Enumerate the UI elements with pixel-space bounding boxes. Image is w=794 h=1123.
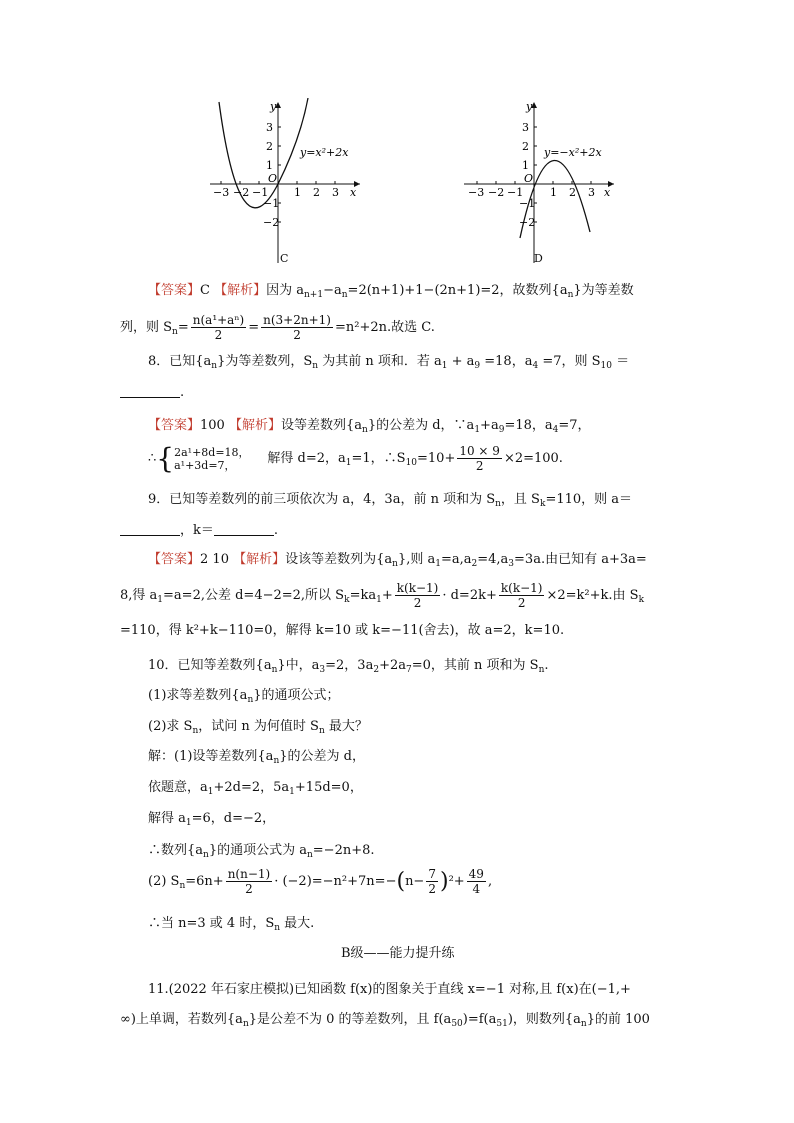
q8-sub: 1 xyxy=(345,458,352,468)
graph-c xyxy=(200,98,370,268)
x-label-c: x xyxy=(350,186,357,199)
q8-text: =18，a xyxy=(480,354,533,369)
q8-sub: 1 xyxy=(441,361,448,371)
q7-text: =n²+2n.故选 C. xyxy=(334,320,435,335)
q10-text: ²+ xyxy=(448,874,465,889)
q10-sol3 xyxy=(148,811,275,831)
q10-sub: 1 xyxy=(185,818,192,828)
q10-text: (2)求 S xyxy=(148,719,193,734)
fraction xyxy=(467,867,486,896)
q10-text: =2，3a xyxy=(325,658,374,673)
q7-text: −a xyxy=(323,283,342,298)
q7-answer: C xyxy=(200,283,210,298)
q10-text: =6n+ xyxy=(185,874,224,889)
q9-text: =3a.由已知有 a+3a= xyxy=(514,552,647,567)
q9-sub: 3 xyxy=(508,559,515,569)
equation-system xyxy=(174,446,249,472)
frac-den: 2 xyxy=(475,459,484,473)
q10-sub: n xyxy=(271,665,278,675)
q8-sub: n xyxy=(362,425,368,435)
q10-text: n− xyxy=(405,874,425,889)
q8-sub: n xyxy=(312,361,319,371)
q11-text: }是公差不为 0 的等差数列，且 f(a xyxy=(248,1012,452,1027)
x-tick-c-6: 3 xyxy=(332,186,339,199)
q10-sub: n xyxy=(273,756,280,766)
q11-sub: 51 xyxy=(496,1019,508,1029)
q9-text: ，k＝ xyxy=(180,523,214,538)
q8-text: 解得 d=2，a xyxy=(267,451,346,466)
q8-text: ＝ xyxy=(611,354,630,369)
q8-text: =18，a xyxy=(504,418,553,433)
fraction xyxy=(426,867,438,896)
frac-den: 4 xyxy=(472,882,481,896)
q9-text: =4,a xyxy=(477,552,509,567)
q9-text: =110，得 k²+k−110=0，解得 k=10 或 k=−11(舍去)，故 a=2，k=10. xyxy=(120,623,565,638)
frac-den: 2 xyxy=(245,882,253,896)
frac-den: 2 xyxy=(517,596,526,610)
analysis-tag: 【解析】 xyxy=(233,552,286,567)
q10-sub: n xyxy=(306,850,313,860)
x-tick-d-6: 3 xyxy=(588,186,595,199)
q10-text: }的通项公式； xyxy=(253,688,340,703)
q10-text: +2a xyxy=(379,658,406,673)
q11-sub: 50 xyxy=(451,1019,463,1029)
y-tick-d-5: −2 xyxy=(519,216,536,229)
q11-text: )，则数列{a xyxy=(507,1012,581,1027)
answer-blank-a[interactable] xyxy=(120,523,180,536)
q7-text: = xyxy=(177,320,189,335)
q11-text: 11.(2022 年石家庄模拟)已知函数 f(x)的图象关于直线 x=−1 对称,且 f(x)在(−1,+ xyxy=(148,982,631,997)
y-label-d: y xyxy=(526,100,533,113)
q10-sub: n xyxy=(318,726,325,736)
frac-num: n(n−1) xyxy=(227,867,271,881)
q11-text: }的前 100 xyxy=(586,1012,650,1027)
q8-text: ×2=100. xyxy=(503,451,563,466)
q8-sub: 1 xyxy=(474,425,481,435)
frac-num: 10 × 9 xyxy=(459,444,500,458)
y-tick-d-4: −1 xyxy=(519,197,536,210)
formula-d: y=−x²+2x xyxy=(544,146,602,159)
frac-num: k(k−1) xyxy=(396,581,439,595)
formula-c: y=x²+2x xyxy=(300,146,349,159)
q10-text: 最大. xyxy=(280,916,315,931)
x-tick-c-4: 1 xyxy=(294,186,301,199)
fraction xyxy=(261,313,333,342)
q8-text: +a xyxy=(480,418,499,433)
q9-answer-line1 xyxy=(148,552,647,572)
q10-text: }中，a xyxy=(277,658,320,673)
q7-text: =2(n+1)+1−(2n+1)=2，故数列{a xyxy=(347,283,568,298)
q10-stem xyxy=(148,658,549,678)
q10-text: }的通项公式为 a xyxy=(208,843,307,858)
x-tick-d-3: −1 xyxy=(507,186,524,199)
q10-text: =−2n+8. xyxy=(312,843,375,858)
frac-den: 2 xyxy=(413,596,422,610)
frac-den: 2 xyxy=(428,882,436,896)
q7-answer-line1 xyxy=(148,283,634,303)
y-tick-c-3: 1 xyxy=(266,159,273,172)
q7-sub: n xyxy=(172,327,178,337)
q7-text: }为等差数 xyxy=(573,283,634,298)
q10-text: ∴当 n=3 或 4 时，S xyxy=(148,916,275,931)
q10-sub: n xyxy=(247,695,254,705)
q10-sub: n xyxy=(538,665,545,675)
q8-text: + a xyxy=(447,354,475,369)
q7-answer-line2 xyxy=(120,312,435,348)
x-tick-c-3: −1 xyxy=(252,186,269,199)
q9-text: · d=2k+ xyxy=(442,588,497,603)
x-label-d: x xyxy=(604,186,611,199)
answer-tag: 【答案】 xyxy=(148,283,201,298)
q9-text: . xyxy=(273,523,279,538)
y-tick-d-1: 3 xyxy=(522,121,529,134)
q7-text: 因为 a xyxy=(266,283,305,298)
x-tick-d-1: −3 xyxy=(468,186,485,199)
q8-text: 8．已知{a xyxy=(148,354,212,369)
y-tick-c-1: 3 xyxy=(266,121,273,134)
x-tick-c-1: −3 xyxy=(213,186,230,199)
q10-sub: n xyxy=(179,881,186,891)
q9-text: + xyxy=(381,588,393,603)
q8-text: 设等差数列{a xyxy=(281,418,363,433)
x-tick-d-2: −2 xyxy=(488,186,505,199)
q10-text: ，试问 n 为何值时 S xyxy=(198,719,319,734)
q7-sub: n xyxy=(567,290,574,300)
q8-answer-line2 xyxy=(148,443,563,479)
x-tick-d-5: 2 xyxy=(569,186,576,199)
q9-blank-line xyxy=(120,523,278,539)
q9-sub: n xyxy=(495,499,501,509)
q10-text: }的公差为 d， xyxy=(279,749,365,764)
frac-num: 7 xyxy=(428,867,436,881)
q10-part2 xyxy=(148,719,368,739)
q8-sub: 10 xyxy=(600,361,612,371)
frac-num: n(a¹+aⁿ) xyxy=(192,313,245,327)
q10-text: 依题意，a xyxy=(148,780,208,795)
q10-text: , xyxy=(487,874,493,889)
q8-text: =7，则 S xyxy=(538,354,601,369)
q10-text: 解：(1)设等差数列{a xyxy=(148,749,274,764)
q10-text: (2) S xyxy=(148,874,180,889)
q10-sol6 xyxy=(148,916,314,936)
q10-sol4 xyxy=(148,843,375,863)
q10-sub: 7 xyxy=(405,665,412,675)
q10-text: (1)求等差数列{a xyxy=(148,688,248,703)
q8-text: 为其前 n 项和．若 a xyxy=(318,354,442,369)
q9-sub: 2 xyxy=(471,559,478,569)
q8-text: ∴ xyxy=(148,451,157,466)
q10-text: =0，其前 n 项和为 S xyxy=(411,658,539,673)
q9-text: =110，则 a＝ xyxy=(545,492,633,507)
q8-text: =7， xyxy=(558,418,591,433)
q10-text: 最大？ xyxy=(324,719,368,734)
answer-blank-k[interactable] xyxy=(214,523,274,536)
q11-text: )=f(a xyxy=(462,1012,497,1027)
q9-sub: k xyxy=(638,595,645,605)
q7-text: = xyxy=(248,320,260,335)
q11-line2 xyxy=(120,1012,650,1032)
q10-part1 xyxy=(148,688,340,708)
origin-c: O xyxy=(268,172,278,185)
q11-sub: n xyxy=(580,1019,587,1029)
q9-text: 8,得 a xyxy=(120,588,158,603)
q9-sub: n xyxy=(392,559,398,569)
q8-text: =10+ xyxy=(417,451,456,466)
q10-sub: n xyxy=(203,850,209,860)
y-tick-c-5: −2 xyxy=(263,216,280,229)
brace-left: { xyxy=(156,442,175,475)
q10-text: 解得 a xyxy=(148,811,186,826)
y-tick-d-3: 1 xyxy=(522,159,529,172)
q10-sol1 xyxy=(148,749,365,769)
frac-num: n(3+2n+1) xyxy=(263,313,331,327)
q11-text: ∞)上单调，若数列{a xyxy=(120,1012,243,1027)
q10-sub: 1 xyxy=(289,787,295,797)
y-tick-c-4: −1 xyxy=(263,197,280,210)
q9-sub: 1 xyxy=(376,595,382,605)
fraction xyxy=(395,581,441,610)
q9-text: ×2=k²+k.由 S xyxy=(546,588,639,603)
q10-sol5 xyxy=(148,866,492,902)
answer-tag: 【答案】 xyxy=(148,552,201,567)
q8-text: =1，∴S xyxy=(351,451,406,466)
q11-sub: n xyxy=(242,1019,249,1029)
q8-sub: 9 xyxy=(498,425,505,435)
q10-text: ∴数列{a xyxy=(148,843,204,858)
y-label-c: y xyxy=(270,100,277,113)
q9-answer-line2 xyxy=(120,580,644,616)
paren-right: ) xyxy=(439,869,449,894)
q9-text: ，且 S xyxy=(500,492,540,507)
q8-text: . xyxy=(180,385,185,400)
q10-text: +15d=0， xyxy=(294,780,363,795)
q8-sub: n xyxy=(211,361,218,371)
q9-text: =a,a xyxy=(440,552,472,567)
q8-answer: 100 xyxy=(200,418,225,433)
q10-text: . xyxy=(544,658,549,673)
q8-blank-line xyxy=(120,385,184,401)
frac-den: 2 xyxy=(214,328,223,342)
q8-sub: 4 xyxy=(532,361,539,371)
x-tick-d-4: 1 xyxy=(550,186,557,199)
q7-sub: n xyxy=(341,290,348,300)
graph-d xyxy=(458,98,628,268)
q9-sub: 1 xyxy=(157,595,164,605)
q11-line1 xyxy=(148,982,631,998)
q10-text: +2d=2，5a xyxy=(213,780,290,795)
answer-blank[interactable] xyxy=(120,385,180,398)
frac-num: k(k−1) xyxy=(500,581,543,595)
q9-answer: 2 10 xyxy=(200,552,229,567)
q10-sub: 3 xyxy=(319,665,326,675)
frac-den: 2 xyxy=(293,328,301,342)
q9-sub: k xyxy=(539,499,546,509)
q10-sol2 xyxy=(148,780,363,800)
q10-sub: n xyxy=(274,923,281,933)
q9-text: },则 a xyxy=(397,552,436,567)
q9-text: =ka xyxy=(349,588,377,603)
section-heading: B级——能力提升练 xyxy=(341,946,455,961)
q9-text: =a=2,公差 d=4−2=2,所以 S xyxy=(163,588,345,603)
fraction xyxy=(226,867,273,896)
analysis-tag: 【解析】 xyxy=(228,418,281,433)
q10-sub: 2 xyxy=(373,665,380,675)
q8-sub: 10 xyxy=(405,458,418,468)
x-tick-c-5: 2 xyxy=(313,186,320,199)
q9-text: 9．已知等差数列的前三项依次为 a，4，3a，前 n 项和为 S xyxy=(148,492,496,507)
fraction xyxy=(191,313,246,342)
q9-sub: 1 xyxy=(435,559,441,569)
q10-sub: 1 xyxy=(207,787,214,797)
q8-answer-line1 xyxy=(148,418,591,438)
graph-d-label: D xyxy=(534,252,543,265)
q7-sub: n+1 xyxy=(304,290,324,300)
q9-answer-line3 xyxy=(120,623,564,639)
q8-text: }为等差数列，S xyxy=(217,354,313,369)
paren-left: ( xyxy=(396,869,406,894)
origin-d: O xyxy=(524,172,534,185)
answer-tag: 【答案】 xyxy=(148,418,201,433)
case-line: a¹+3d=7， xyxy=(174,458,236,472)
y-tick-c-2: 2 xyxy=(266,140,273,153)
q9-stem xyxy=(148,492,632,512)
x-tick-c-2: −2 xyxy=(233,186,250,199)
q10-text: · (−2)=−n²+7n=− xyxy=(274,874,397,889)
q10-sub: n xyxy=(192,726,199,736)
fraction xyxy=(499,581,545,610)
q10-text: =6，d=−2， xyxy=(191,811,276,826)
q9-text: 设该等差数列为{a xyxy=(285,552,393,567)
graph-c-label: C xyxy=(280,252,289,265)
q9-sub: k xyxy=(344,595,350,605)
q8-sub: 4 xyxy=(552,425,559,435)
q8-stem xyxy=(148,354,629,374)
q10-text: 10．已知等差数列{a xyxy=(148,658,272,673)
case-line: 2a¹+8d=18， xyxy=(174,445,250,459)
q8-sub: 9 xyxy=(474,361,481,371)
q8-text: }的公差为 d，∵a xyxy=(367,418,475,433)
q7-text: 列，则 S xyxy=(120,320,173,335)
y-tick-d-2: 2 xyxy=(522,140,529,153)
analysis-tag: 【解析】 xyxy=(214,283,267,298)
fraction xyxy=(457,444,502,473)
frac-num: 49 xyxy=(468,867,484,881)
